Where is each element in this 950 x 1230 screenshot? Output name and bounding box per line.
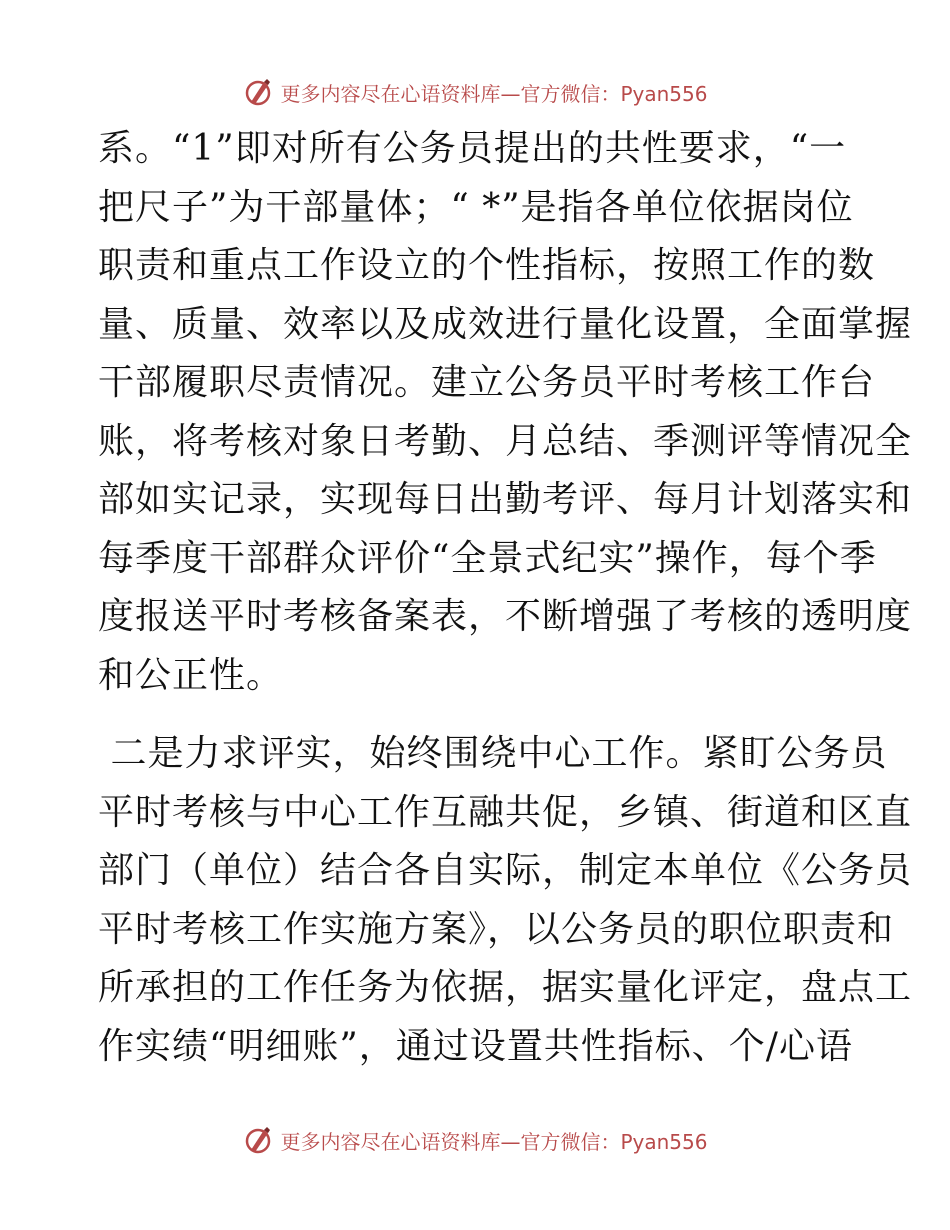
document-body <box>98 120 913 1076</box>
text-line: 每季度干部群众评价“全景式纪实”操作，每个季 <box>98 537 877 579</box>
text-line: 职责和重点工作设立的个性指标，按照工作的数 <box>98 245 876 286</box>
text-line: 作实绩“明细账”，通过设置共性指标、个/心语 <box>98 1025 853 1067</box>
text-line: 二是力求评实，始终围绕中心工作。紧盯公务员 <box>98 733 888 774</box>
footer-banner <box>0 1120 950 1160</box>
text-line: 把尺子”为干部量体；“ *”是指各单位依据岗位 <box>98 186 854 228</box>
text-line: 账，将考核对象日考勤、月总结、季测评等情况全 <box>98 420 913 462</box>
text-line: 量、质量、效率以及成效进行量化设置，全面掌握 <box>98 303 913 345</box>
text-line: 平时考核工作实施方案》，以公务员的职位职责和 <box>98 908 895 950</box>
text-line: 部如实记录，实现每日出勤考评、每月计划落实和 <box>98 479 913 520</box>
footer-banner-text: 更多内容尽在心语资料库—官方微信：Pyan556 <box>280 1129 708 1154</box>
text-line: 度报送平时考核备案表，不断增强了考核的透明度 <box>98 596 913 637</box>
text-line: 系。“1”即对所有公务员提出的共性要求，“一 <box>98 128 847 169</box>
pen-logo-icon <box>242 76 274 108</box>
text-line: 部门（单位）结合各自实际，制定本单位《公务员 <box>98 850 913 891</box>
header-banner <box>0 72 950 112</box>
text-line: 所承担的工作任务为依据，据实量化评定，盘点工 <box>98 967 913 1008</box>
paragraph-2 <box>98 725 913 1076</box>
header-banner-text: 更多内容尽在心语资料库—官方微信：Pyan556 <box>280 81 708 106</box>
text-line: 干部履职尽责情况。建立公务员平时考核工作台 <box>98 362 876 403</box>
text-line: 和公正性。 <box>98 654 284 696</box>
text-line: 平时考核与中心工作互融共促，乡镇、街道和区直 <box>98 791 913 833</box>
paragraph-1 <box>98 120 913 705</box>
pen-logo-icon <box>242 1124 274 1156</box>
